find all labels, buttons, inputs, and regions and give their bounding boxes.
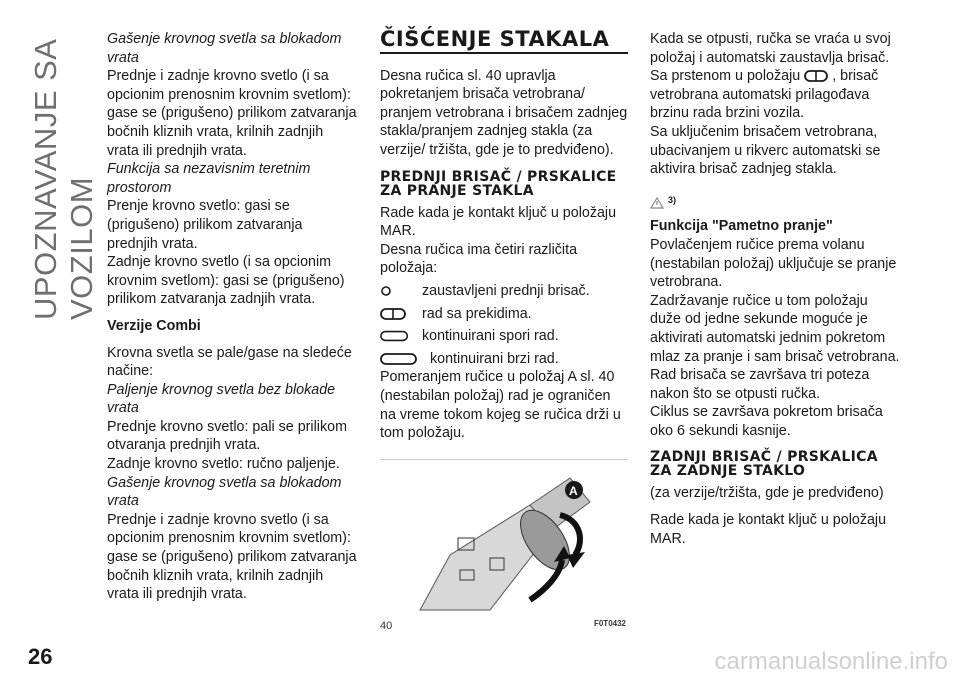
warning-triangle-icon: [650, 197, 664, 209]
subheading: Paljenje krovnog svetla bez blokade vrata: [107, 381, 336, 417]
page-number: 26: [28, 644, 53, 669]
watermark: carmanualsonline.info: [714, 648, 948, 675]
paragraph: Prednje i zadnje krovno svetlo (i sa opcionim prenosnim krovnim svetlom): gase se (prigušeno) prilikom zatvaranja bočnih kliznih vrata, krilnih zadnjih vrata ili prednjih vrata.: [107, 68, 357, 159]
figure-label-a: A: [569, 483, 578, 498]
chapter-title: UPOZNAVANJE SA VOZILOM: [28, 40, 99, 320]
subheading: Gašenje krovnog svetla sa blokadom vrata: [107, 31, 342, 66]
text-fragment: Sa prstenom u položaju: [650, 68, 801, 85]
sub-title-rear-wiper: ZADNJI BRISAČ / PRSKALICA ZA ZADNJE STAKLO: [650, 449, 878, 480]
paragraph: Prenje krovno svetlo: gasi se (prigušeno) prilikom zatvaranja prednjih vrata.: [107, 198, 303, 252]
paragraph: [650, 67, 900, 123]
text-fragment: , brisač vetrobrana automatski prilagođava brzinu rada brzini vozila.: [650, 68, 879, 122]
paragraph: (za verzije/tržišta, gde je predviđeno): [650, 485, 884, 502]
mode-label: kontinuirani brzi rad.: [430, 350, 559, 367]
section-title: ČIŠĆENJE STAKALA: [380, 30, 628, 54]
column-3: [650, 30, 900, 548]
heading-smart-wash: Funkcija "Pametno pranje": [650, 218, 833, 235]
wiper-off-icon: [380, 284, 410, 298]
paragraph: Kada se otpusti, ručka se vraća u svoj položaj i automatski zaustavlja brisač.: [650, 31, 891, 66]
column-1: [107, 30, 357, 604]
subheading: Funkcija sa nezavisnim teretnim prostorom: [107, 161, 311, 196]
paragraph: Zadržavanje ručice u tom položaju duže od jedne sekunde moguće je aktivirati automatski jednim pokretom mlaz za pranje i sam brisač vetrobrana.: [650, 292, 900, 365]
mode-item: [380, 305, 628, 324]
mode-label: kontinuirani spori rad.: [422, 328, 559, 345]
wiper-intermittent-icon: [380, 307, 410, 321]
paragraph: Zadnje krovno svetlo: ručno paljenje.: [107, 456, 340, 473]
paragraph: Povlačenjem ručice prema volanu (nestabilan položaj) uključuje se pranje vetrobrana.: [650, 236, 897, 291]
warning-ref: 3): [668, 194, 677, 205]
sub-title-front-wiper: PREDNJI BRISAČ / PRSKALICE ZA PRANJE STAKLA: [380, 168, 617, 199]
paragraph: Rade kada je kontakt ključ u položaju MAR.: [380, 204, 617, 240]
figure-wiper-stalk: [380, 459, 628, 638]
column-2: [380, 27, 628, 638]
subheading: Gašenje krovnog svetla sa blokadom vrata: [107, 474, 342, 510]
paragraph: Prednje krovno svetlo: pali se prilikom otvaranja prednjih vrata.: [107, 418, 347, 454]
mode-item: [380, 327, 628, 346]
paragraph: Rade kada je kontakt ključ u položaju MAR.: [650, 512, 887, 547]
paragraph: Ciklus se završava pokretom brisača oko 6 sekundi kasnije.: [650, 404, 883, 439]
paragraph: Krovna svetla se pale/gase na sledeće načine:: [107, 344, 352, 380]
paragraph: Rad brisača se završava tri poteza nakon što se otpusti ručka.: [650, 367, 870, 402]
wiper-stalk-illustration: [380, 460, 628, 620]
warning-note: [650, 191, 900, 210]
mode-item: [380, 282, 628, 301]
wiper-auto-icon: [804, 70, 828, 82]
paragraph: Desna ručica ima četiri različita položaja:: [380, 241, 578, 277]
mode-label: zaustavljeni prednji brisač.: [422, 282, 590, 299]
paragraph: Prednje i zadnje krovno svetlo (i sa opcionim prenosnim krovnim svetlom): gase se (prigušeno) prilikom zatvaranja bočnih kliznih vrata, krilnih zadnjih vrata ili prednjih vrata.: [107, 511, 357, 603]
figure-code: F0T0432: [593, 619, 626, 629]
heading-combi: Verzije Combi: [107, 317, 201, 334]
paragraph: Zadnje krovno svetlo (i sa opcionim krovnim svetlom): gasi se (prigušeno) prilikom zatvaranja zadnjih vrata.: [107, 254, 345, 308]
paragraph: Sa uključenim brisačem vetrobrana, ubacivanjem u rikverc automatski se aktivira brisač zadnjeg stakla.: [650, 123, 881, 178]
paragraph: Pomeranjem ručice u položaj A sl. 40 (nestabilan položaj) rad je ograničen na vreme tokom kojeg se ručica drži u tom položaju.: [380, 369, 621, 442]
figure-number: 40: [380, 620, 393, 633]
paragraph: Desna ručica sl. 40 upravlja pokretanjem brisača vetrobrana/ pranjem vetrobrana i brisačem zadnjeg stakla/pranjem zadnjeg stakla (za verzije/ tržišta, gde je to predviđeno).: [380, 67, 628, 158]
mode-label: rad sa prekidima.: [422, 305, 532, 322]
wiper-slow-icon: [380, 329, 410, 343]
wiper-fast-icon: [380, 352, 418, 366]
mode-item: [380, 350, 628, 369]
